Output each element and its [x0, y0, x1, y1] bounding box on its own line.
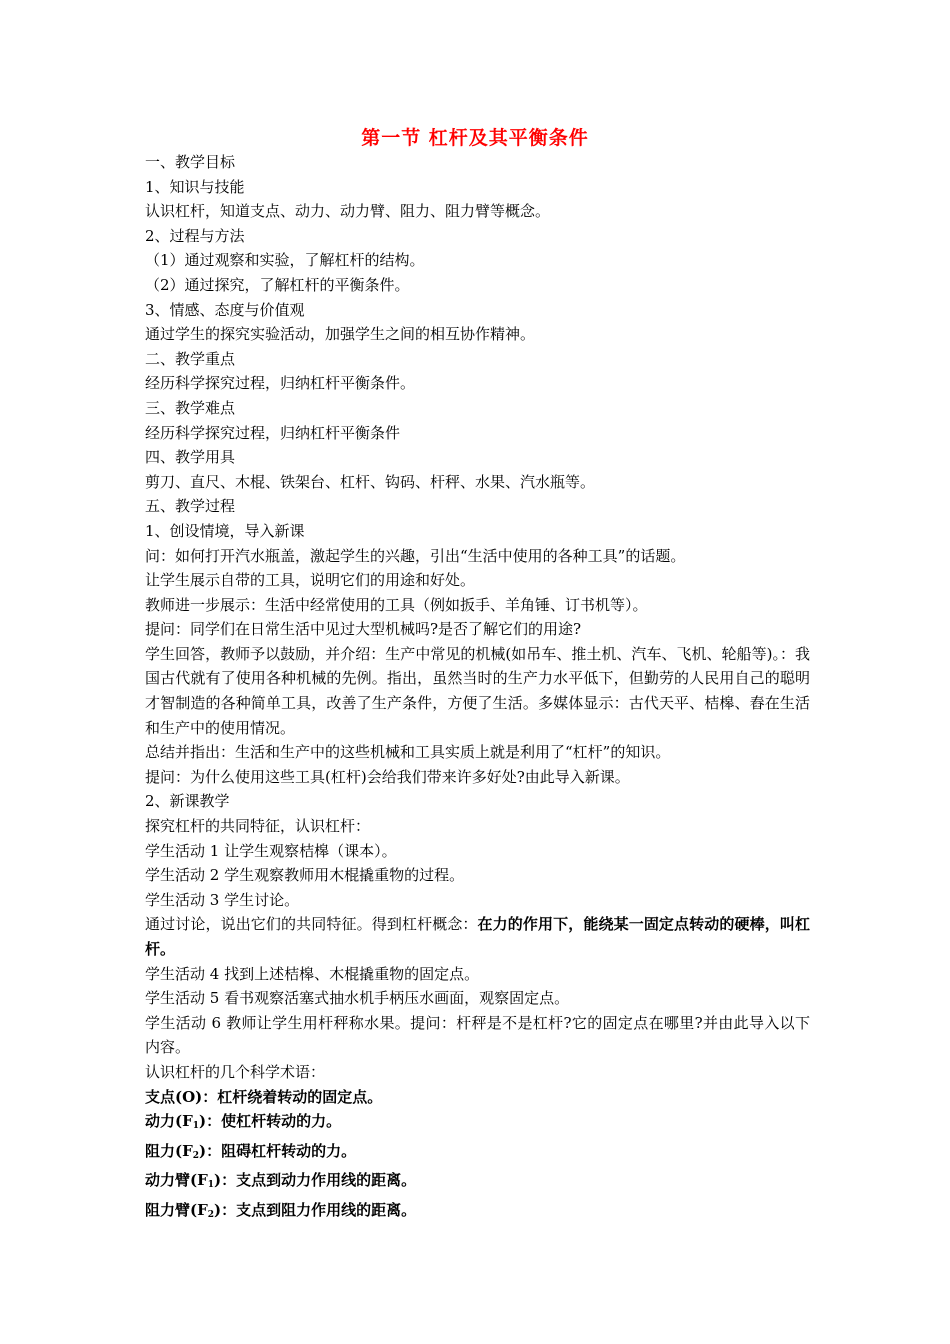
term-text: )：支点到阻力作用线的距离。	[214, 1200, 417, 1219]
page-title: 第一节 杠杆及其平衡条件	[361, 127, 589, 149]
paragraph: 教师进一步展示：生活中经常使用的工具（例如扳手、羊角锤、订书机等）。	[145, 595, 648, 614]
term-subscript: 2	[192, 1150, 200, 1161]
document-body	[145, 150, 810, 1228]
subsection-heading: 3、情感、态度与价值观	[145, 300, 305, 319]
paragraph: 探究杠杆的共同特征，认识杠杆：	[145, 817, 371, 836]
term-effort	[145, 1109, 810, 1139]
term-resistance-arm	[145, 1198, 810, 1228]
student-activity: 学生活动 4 找到上述桔槔、木棍撬重物的固定点。	[145, 964, 480, 983]
student-activity: 学生活动 1 让学生观察桔槔（课本）。	[145, 841, 397, 860]
subsection-heading: 1、知识与技能	[145, 177, 245, 196]
paragraph: 通过学生的探究实验活动，加强学生之间的相互协作精神。	[145, 325, 536, 344]
subsection-heading: 1、创设情境，导入新课	[145, 521, 305, 540]
definition-intro: 通过讨论，说出它们的共同特征。得到杠杆概念：	[145, 915, 478, 934]
term-text: 阻力(F	[145, 1141, 193, 1160]
student-activity: 学生活动 6 教师让学生用杆秤称水果。提问：杆秤是不是杠杆?它的固定点在哪里?并由此导入以下内容。	[145, 1013, 810, 1057]
section-heading-process: 五、教学过程	[145, 497, 236, 516]
term-subscript: 2	[207, 1209, 215, 1220]
paragraph: 提问：同学们在日常生活中见过大型机械吗?是否了解它们的用途?	[145, 620, 582, 639]
paragraph: 认识杠杆，知道支点、动力、动力臂、阻力、阻力臂等概念。	[145, 202, 551, 221]
term-text: 动力臂(F	[145, 1171, 208, 1190]
paragraph: 总结并指出：生活和生产中的这些机械和工具实质上就是利用了“杠杆”的知识。	[145, 743, 671, 762]
subsection-heading: 2、新课教学	[145, 792, 230, 811]
student-activity: 学生活动 3 学生讨论。	[145, 890, 300, 909]
term-subscript: 1	[192, 1121, 200, 1132]
paragraph: 提问：为什么使用这些工具(杠杆)会给我们带来许多好处?由此导入新课。	[145, 767, 630, 786]
section-heading-objectives: 一、教学目标	[145, 153, 236, 171]
term-resistance	[145, 1139, 810, 1169]
section-heading-tools: 四、教学用具	[145, 448, 236, 467]
lever-definition: 在力的作用下，能绕某一固定点转动的硬棒，叫杠杆。	[145, 915, 810, 958]
section-heading-difficulties: 三、教学难点	[145, 398, 236, 417]
paragraph: 剪刀、直尺、木棍、铁架台、杠杆、钩码、杆秤、水果、汽水瓶等。	[145, 472, 596, 491]
paragraph: 认识杠杆的几个科学术语：	[145, 1062, 326, 1081]
paragraph: （1）通过观察和实验，了解杠杆的结构。	[145, 251, 425, 270]
term-effort-arm	[145, 1168, 810, 1198]
term-text: )：使杠杆转动的力。	[199, 1112, 342, 1131]
paragraph: 经历科学探究过程，归纳杠杆平衡条件	[145, 423, 401, 442]
paragraph: 学生回答，教师予以鼓励，并介绍：生产中常见的机械(如吊车、推土机、汽车、飞机、轮船等)。：我国古代就有了使用各种机械的先例。指出，虽然当时的生产力水平低下，但勤劳的人民用自己的聪明才智制造的各种简单工具，改善了生产条件，方便了生活。多媒体显示：古代天平、桔槔、舂在生活和生产中的使用情况。	[145, 644, 810, 737]
paragraph: 问：如何打开汽水瓶盖，激起学生的兴趣，引出“生活中使用的各种工具”的话题。	[145, 546, 686, 565]
section-heading-key-points: 二、教学重点	[145, 349, 236, 368]
paragraph: 让学生展示自带的工具，说明它们的用途和好处。	[145, 571, 476, 590]
paragraph: （2）通过探究，了解杠杆的平衡条件。	[145, 275, 410, 294]
term-text: )：阻碍杠杆转动的力。	[199, 1141, 357, 1160]
paragraph: 经历科学探究过程，归纳杠杆平衡条件。	[145, 374, 416, 393]
student-activity: 学生活动 2 学生观察教师用木棍撬重物的过程。	[145, 866, 465, 885]
term-subscript: 1	[207, 1180, 215, 1191]
term-text: 阻力臂(F	[145, 1200, 208, 1219]
lever-definition-paragraph	[145, 912, 810, 961]
term-fulcrum: 支点(O)：杠杆绕着转动的固定点。	[145, 1087, 383, 1106]
student-activity: 学生活动 5 看书观察活塞式抽水机手柄压水画面，观察固定点。	[145, 989, 570, 1008]
subsection-heading: 2、过程与方法	[145, 226, 245, 245]
term-text: 动力(F	[145, 1112, 193, 1131]
term-text: )：支点到动力作用线的距离。	[214, 1171, 417, 1190]
